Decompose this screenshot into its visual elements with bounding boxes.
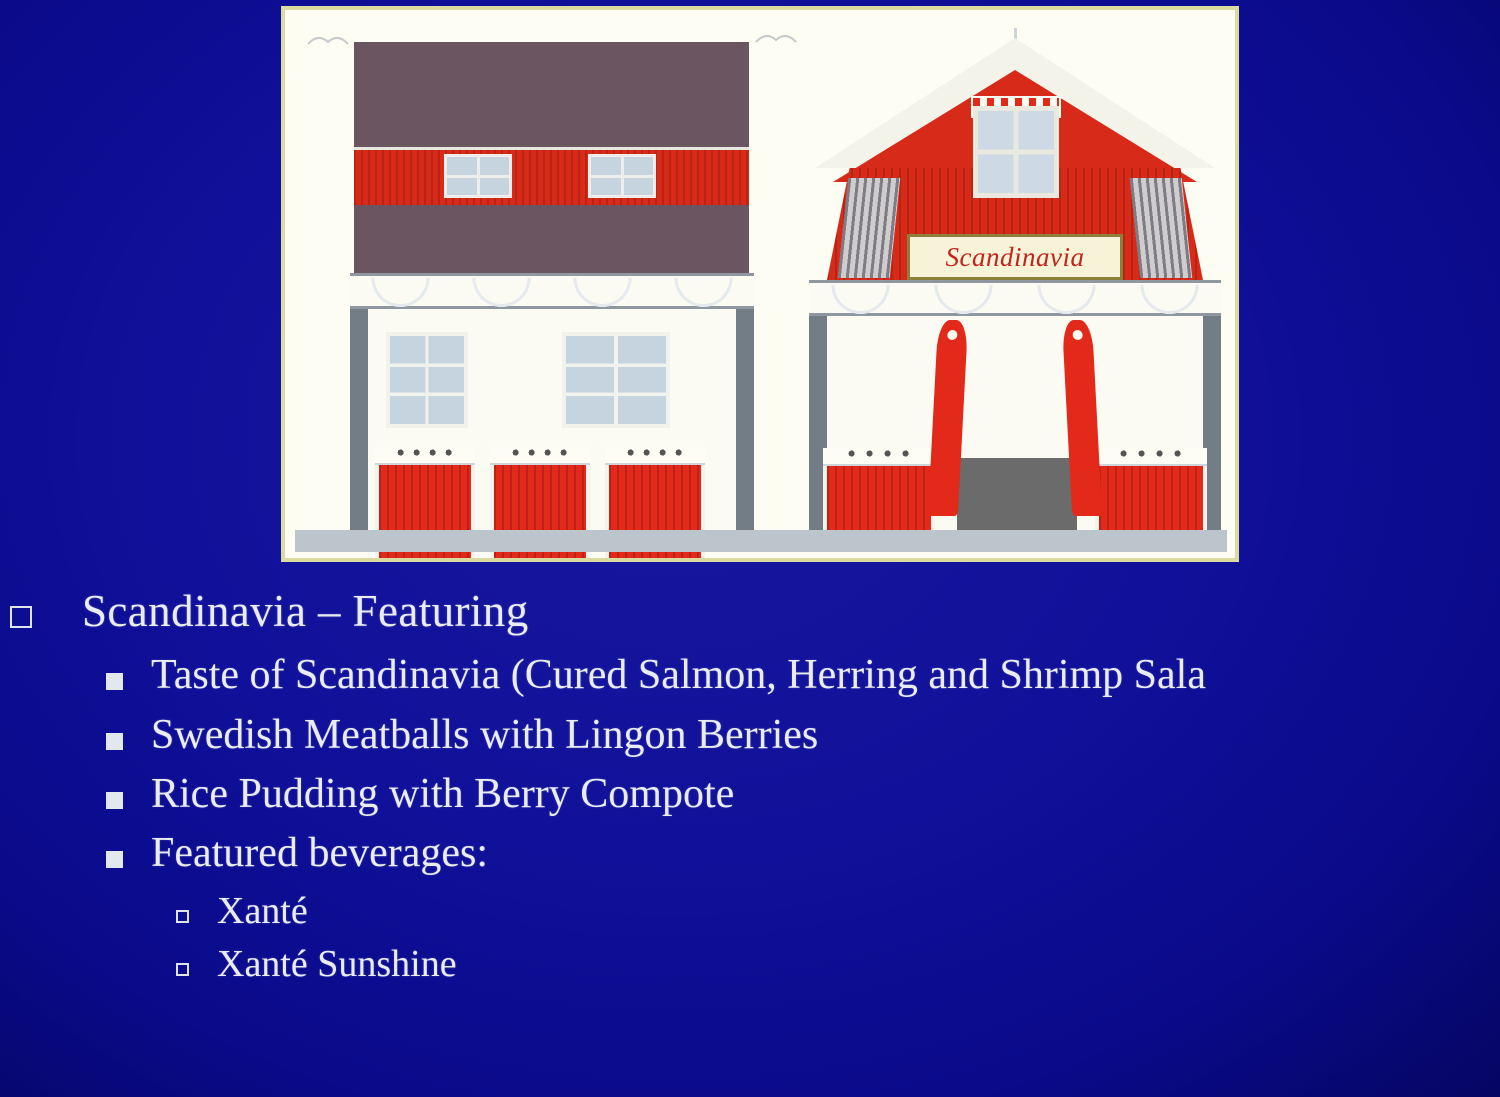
gable-window [973,106,1059,198]
illustration-canvas [285,10,1235,558]
awning-scallops [809,285,1221,315]
bullet-level2 [0,772,1500,817]
right-awning [809,280,1221,316]
bullet-level3-text: Xanté [217,889,308,932]
upper-roof [354,42,749,147]
lower-window [562,332,670,428]
market-stall [823,448,935,534]
lower-roof [354,205,749,273]
stall-canopy [375,447,475,465]
stall-dots [623,448,687,457]
gable-trim-right [1130,178,1193,278]
bullet-level2 [0,831,1500,876]
column-knob [1072,330,1083,340]
bullet-level3 [0,891,1500,932]
bullet-level2-text: Swedish Meatballs with Lingon Berries [151,711,819,758]
gable-trim-left [838,178,901,278]
bullet-square-small-icon [176,910,189,923]
left-building [340,42,760,542]
stall-dots [1115,449,1187,458]
right-building [815,28,1215,543]
bullet-level3-text: Xanté Sunshine [217,942,457,985]
bullet-level1-text: Scandinavia – Featuring [82,586,529,636]
stall-canopy [490,447,590,465]
bullet-square-small-icon [176,963,189,976]
bullet-square-filled-icon [106,733,123,750]
pavilion-sign [907,234,1123,280]
stall-dots [393,448,457,457]
bullet-level2-text: Taste of Scandinavia (Cured Salmon, Herring and Shrimp Sala [151,652,1206,699]
slide-bullet-list [0,588,1500,997]
stall-canopy [823,448,935,466]
bullet-level2-text: Featured beverages: [151,830,489,877]
stall-canopy [605,447,705,465]
bird-icon [755,30,797,48]
stall-canopy [1095,448,1207,466]
bullet-level1 [0,588,1500,635]
bullet-level2 [0,713,1500,758]
upper-window [588,154,656,198]
stall-dots [508,448,572,457]
upper-window [444,154,512,198]
bullet-square-filled-icon [106,792,123,809]
scandinavia-pavilion-image [281,6,1239,562]
bullet-level2 [0,653,1500,698]
doorway [957,458,1077,534]
lower-window [386,332,468,428]
pavilion-sign-text: Scandinavia [945,241,1085,272]
bullet-square-filled-icon [106,673,123,690]
bullet-level3 [0,944,1500,985]
column-knob [947,330,958,340]
upper-red-band [354,147,749,205]
bullet-level2-text: Rice Pudding with Berry Compote [151,770,735,817]
ground-strip [295,530,1227,552]
market-stall [1095,448,1207,534]
awning-scallops [350,278,754,308]
left-awning [350,273,754,309]
bullet-square-outline-icon [10,606,32,628]
bullet-square-filled-icon [106,851,123,868]
stall-dots [843,449,915,458]
